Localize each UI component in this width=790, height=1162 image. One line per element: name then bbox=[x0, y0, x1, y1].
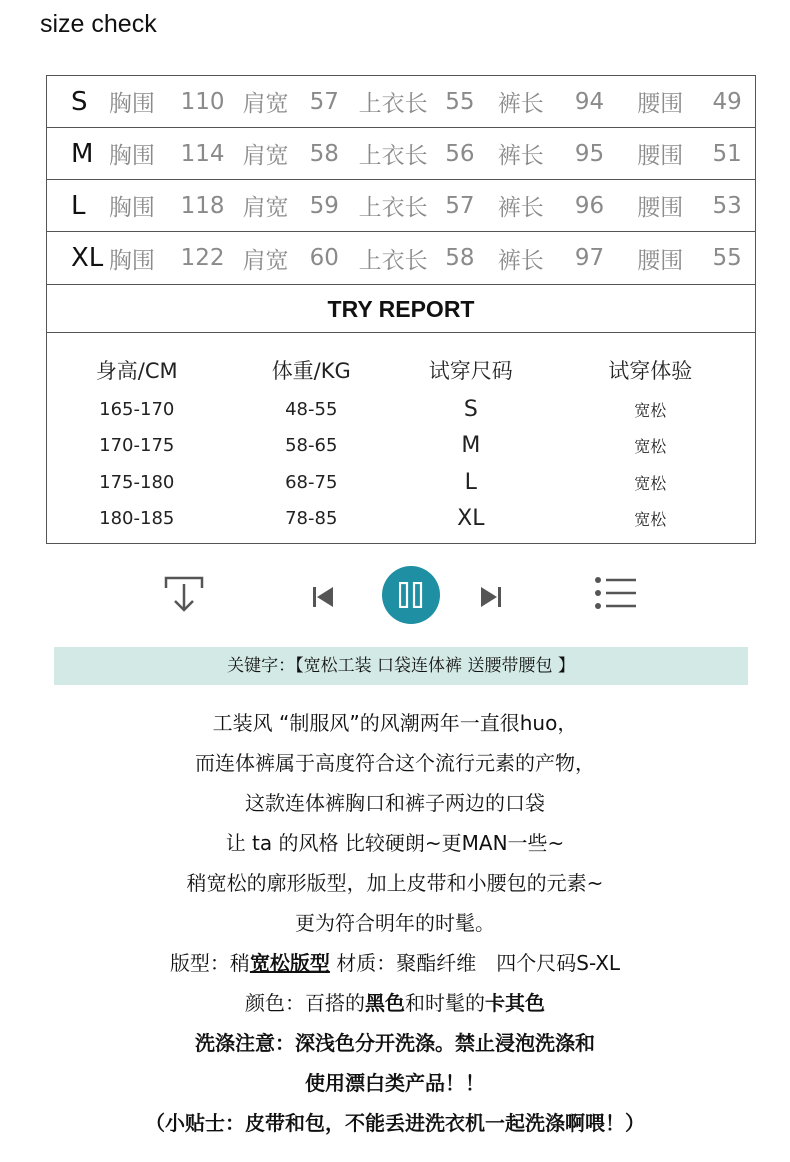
description-line: 而连体裤属于高度符合这个流行元素的产物， bbox=[195, 751, 595, 775]
height-cell: 180-185 bbox=[99, 508, 175, 530]
size-cell: XL bbox=[457, 506, 485, 532]
playlist-icon[interactable] bbox=[594, 576, 638, 610]
shoulder-label: 肩宽 bbox=[242, 247, 289, 274]
height-cell: 175-180 bbox=[99, 471, 175, 493]
pause-icon bbox=[399, 582, 423, 608]
waist-value: 51 bbox=[712, 140, 742, 167]
pants-length-value: 97 bbox=[574, 245, 605, 271]
height-cell: 165-170 bbox=[99, 398, 175, 420]
size-cell: S bbox=[463, 396, 478, 422]
fit-feel-header: 试穿体验 bbox=[608, 359, 693, 383]
top-length-label: 上衣长 bbox=[358, 247, 428, 274]
try-report-header-row bbox=[47, 355, 755, 385]
top-length-value: 57 bbox=[445, 192, 475, 219]
pants-length-label: 裤长 bbox=[497, 143, 544, 169]
size-row-xl bbox=[47, 232, 755, 284]
top-length-label: 上衣长 bbox=[358, 195, 428, 221]
waist-value: 49 bbox=[712, 88, 742, 115]
size-cell: M bbox=[461, 433, 481, 459]
tip-line: （小贴士：皮带和包，不能丢进洗衣机一起洗涤啊喂！） bbox=[145, 1111, 645, 1135]
waist-value: 53 bbox=[712, 192, 742, 219]
size-cell: L bbox=[464, 469, 477, 495]
pants-length-label: 裤长 bbox=[497, 247, 544, 274]
weight-header: 体重/KG bbox=[271, 359, 351, 383]
shoulder-value: 58 bbox=[309, 140, 339, 167]
top-length-label: 上衣长 bbox=[358, 91, 428, 117]
description-line: 更为符合明年的时髦。 bbox=[295, 911, 495, 935]
top-length-value: 56 bbox=[445, 140, 475, 167]
pants-length-value: 95 bbox=[574, 140, 605, 167]
shoulder-value: 57 bbox=[309, 88, 339, 115]
description-line: 这款连体裤胸口和裤子两边的口袋 bbox=[245, 791, 545, 815]
fit-prefix: 版型：稍 bbox=[169, 951, 250, 975]
height-header: 身高/CM bbox=[95, 359, 178, 383]
pants-length-value: 94 bbox=[574, 88, 605, 115]
khaki-color-emphasis: 卡其色 bbox=[485, 991, 545, 1015]
size-label: S bbox=[71, 86, 88, 117]
pants-length-value: 96 bbox=[574, 192, 605, 219]
description-line: 让 ta 的风格 比较硬朗~更MAN一些~ bbox=[225, 831, 565, 855]
next-track-icon[interactable] bbox=[480, 586, 502, 608]
previous-track-icon[interactable] bbox=[312, 586, 334, 608]
color-middle: 和时髦的 bbox=[405, 991, 485, 1015]
color-line bbox=[0, 983, 790, 1023]
description-line: 稍宽松的廓形版型，加上皮带和小腰包的元素~ bbox=[186, 871, 604, 895]
description-line: 工装风 “制服风”的风潮两年一直很huo， bbox=[212, 711, 578, 735]
waist-label: 腰围 bbox=[637, 143, 684, 169]
loose-fit-emphasis: 宽松版型 bbox=[249, 951, 330, 975]
chest-value: 114 bbox=[180, 140, 225, 167]
top-length-label: 上衣长 bbox=[358, 143, 428, 169]
fit-material-line bbox=[0, 943, 790, 983]
music-player-controls bbox=[0, 560, 790, 630]
pause-button[interactable] bbox=[382, 566, 440, 624]
chest-value: 110 bbox=[180, 88, 225, 115]
size-row-l bbox=[47, 180, 755, 232]
try-report-title: TRY REPORT bbox=[47, 285, 755, 333]
fit-cell: 宽松 bbox=[634, 437, 667, 457]
download-icon[interactable] bbox=[164, 576, 204, 616]
table-row bbox=[47, 428, 755, 465]
black-color-emphasis: 黑色 bbox=[365, 991, 405, 1015]
keywords-banner: 关键字：【宽松工装 口袋连体裤 送腰带腰包 】 bbox=[54, 647, 748, 685]
chest-label: 胸围 bbox=[108, 91, 155, 117]
top-length-value: 58 bbox=[445, 245, 475, 271]
table-row bbox=[47, 391, 755, 428]
waist-value: 55 bbox=[712, 245, 742, 271]
washing-note-line: 洗涤注意：深浅色分开洗涤。禁止浸泡洗涤和 bbox=[195, 1031, 595, 1055]
size-chart-table bbox=[46, 75, 756, 285]
pants-length-label: 裤长 bbox=[497, 195, 544, 221]
fit-cell: 宽松 bbox=[634, 510, 667, 530]
weight-cell: 48-55 bbox=[285, 398, 338, 420]
height-cell: 170-175 bbox=[99, 435, 175, 457]
try-size-header: 试穿尺码 bbox=[428, 359, 513, 383]
try-report-table bbox=[46, 284, 756, 544]
shoulder-value: 59 bbox=[309, 192, 339, 219]
size-label: XL bbox=[71, 243, 104, 273]
chest-label: 胸围 bbox=[108, 247, 155, 274]
material-text: 材质：聚酯纤维 四个尺码S-XL bbox=[329, 951, 621, 975]
size-row-s bbox=[47, 76, 755, 128]
size-label: L bbox=[71, 190, 86, 221]
chest-label: 胸围 bbox=[108, 195, 155, 221]
size-label: M bbox=[71, 138, 94, 169]
page-title: size check bbox=[40, 10, 157, 38]
size-row-m bbox=[47, 128, 755, 180]
waist-label: 腰围 bbox=[637, 247, 684, 274]
table-row bbox=[47, 464, 755, 501]
fit-cell: 宽松 bbox=[634, 400, 667, 420]
waist-label: 腰围 bbox=[637, 91, 684, 117]
weight-cell: 58-65 bbox=[285, 435, 338, 457]
color-prefix: 颜色：百搭的 bbox=[245, 991, 365, 1015]
washing-note-line: 使用漂白类产品！！ bbox=[305, 1071, 485, 1095]
chest-value: 122 bbox=[180, 245, 225, 271]
shoulder-value: 60 bbox=[309, 245, 339, 271]
shoulder-label: 肩宽 bbox=[242, 91, 289, 117]
chest-label: 胸围 bbox=[108, 143, 155, 169]
top-length-value: 55 bbox=[445, 88, 475, 115]
waist-label: 腰围 bbox=[637, 195, 684, 221]
weight-cell: 78-85 bbox=[285, 508, 338, 530]
shoulder-label: 肩宽 bbox=[242, 195, 289, 221]
table-row bbox=[47, 501, 755, 538]
pants-length-label: 裤长 bbox=[497, 91, 544, 117]
shoulder-label: 肩宽 bbox=[242, 143, 289, 169]
weight-cell: 68-75 bbox=[285, 471, 338, 493]
product-description bbox=[0, 703, 790, 1143]
chest-value: 118 bbox=[180, 192, 225, 219]
fit-cell: 宽松 bbox=[634, 473, 667, 493]
